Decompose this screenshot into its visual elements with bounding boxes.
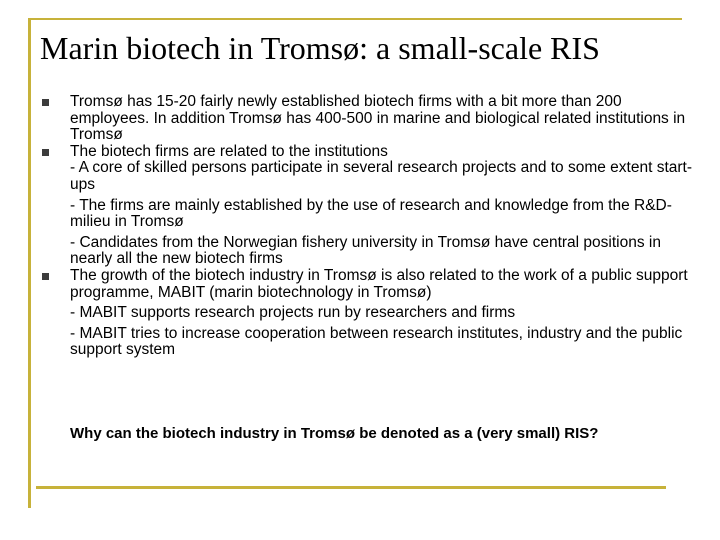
bullet-item-firms [70,94,695,144]
bullet-text: The growth of the biotech industry in Tromsø is also related to the work of a public support programme, MABIT (marin biotechnology in Tromsø) [70,266,688,301]
slide-body [70,94,695,359]
slide-title: Marin biotech in Tromsø: a small-scale RIS [40,30,600,66]
discussion-question: Why can the biotech industry in Tromsø be denoted as a (very small) RIS? [70,425,599,442]
bullet-text: The biotech firms are related to the institutions [70,142,388,160]
bottom-accent-line [36,486,666,489]
left-accent-line [28,18,31,508]
bullet-text: Tromsø has 15-20 fairly newly established biotech firms with a bit more than 200 employees. In addition Tromsø has 400-500 in marine and biological related institutions in Tromsø [70,93,686,144]
sub-point: - A core of skilled persons participate in several research projects and to some extent start-ups [70,159,693,193]
top-accent-line [28,18,682,20]
sub-point: - MABIT tries to increase cooperation between research institutes, industry and the public support system [70,324,683,359]
bullet-item-institutions [70,144,695,268]
bullet-item-mabit [70,268,695,359]
sub-point: - Candidates from the Norwegian fishery university in Tromsø have central positions in nearly all the new biotech firms [70,233,661,268]
sub-point: - The firms are mainly established by the use of research and knowledge from the R&D-milieu in Tromsø [70,196,672,231]
sub-point: - MABIT supports research projects run by researchers and firms [70,304,516,322]
